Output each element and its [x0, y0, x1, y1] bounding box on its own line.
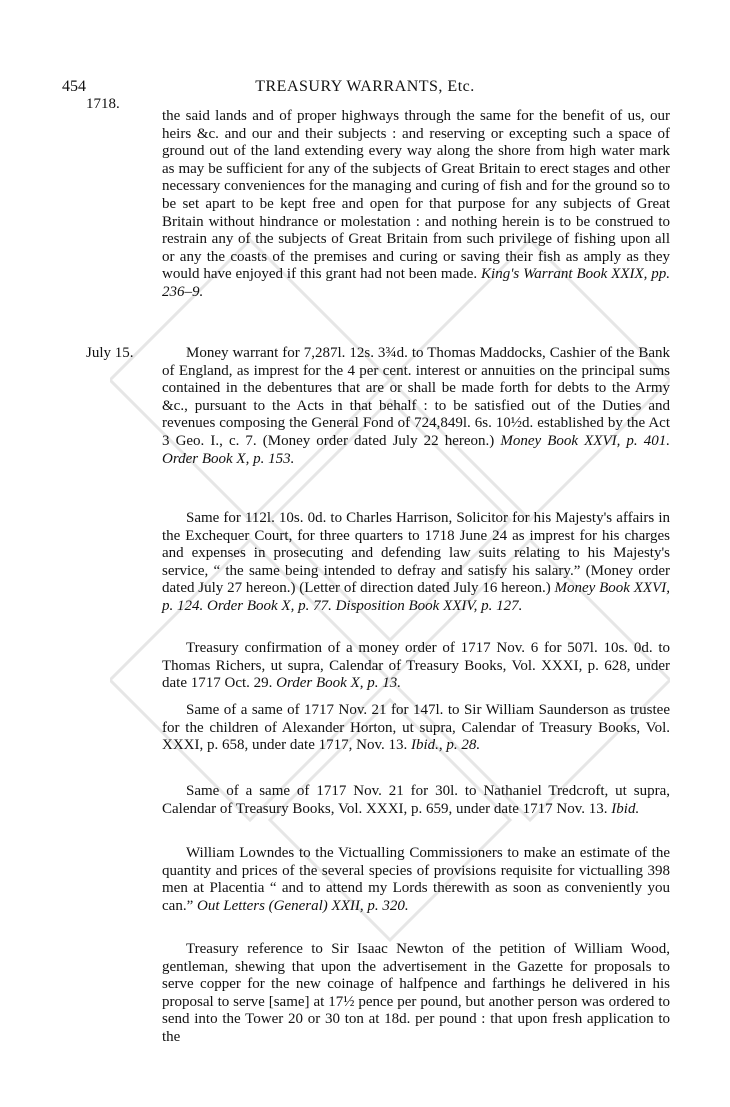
paragraph-text: Treasury reference to Sir Isaac Newton of the petition of William Wood, gentleman, shewing that upon the advertisement in the Gazette for proposals to serve copper for the new coinage of halfpence and farthings he delivered in his proposal to serve [same] at 17½ pence per pound, but another person was ordered to send into the Tower 20 or 30 ton at 18d. per pound : that upon fresh application to the: [162, 941, 670, 1045]
paragraph-richers-confirmation: [162, 640, 670, 693]
paragraph-harrison-warrant: [162, 510, 670, 616]
paragraph-reference: Ibid.: [611, 800, 640, 817]
running-head: TREASURY WARRANTS, Etc.: [255, 78, 475, 95]
paragraph-text: the said lands and of proper highways through the same for the benefit of us, our heirs &c. and our and their subjects : and reserving or excepting such a space of ground out of the land extending every way along the shore from high water mark as may be sufficient for any of the subjects of Great Britain to erect stages and other necessary conveniences for the managing and curing of fish and for the ground so to be set apart to be kept free and open for that purpose for any subjects of Great Britain without hindrance or molestation : and nothing herein is to be construed to restrain any of the subjects of Great Britain from such privilege of fishing upon all or any the coasts of the premises and curing or saving their fish as amply as they would have enjoyed if this grant had not been made.: [162, 108, 670, 283]
paragraph-maddocks-warrant: [162, 345, 670, 468]
paragraph-text: Money warrant for 7,287l. 12s. 3¾d. to Thomas Maddocks, Cashier of the Bank of England, as imprest for the 4 per cent. interest or annuities on the principal sums contained in the debentures that are or shall be made forth for debts to the Army &c., pursuant to the Acts in that behalf : to be satisfied out of the Duties and revenues composing the General Fond of 724,849l. 6s. 10½d. established by the Act 3 Geo. I., c. 7. (Money order dated July 22 hereon.): [162, 345, 670, 449]
paragraph-text: Same for 112l. 10s. 0d. to Charles Harrison, Solicitor for his Majesty's affairs in the Exchequer Court, for three quarters to 1718 June 24 as imprest for his charges and expenses in prosecuting and defending law suits relating to his Majesty's service, “ the same being intended to defray and satisfy his salary.” (Money order dated July 27 hereon.) (Letter of direction dated July 16 hereon.): [162, 510, 670, 597]
paragraph-text: William Lowndes to the Victualling Commissioners to make an estimate of the quantity and prices of the several species of provisions requisite for victualling 398 men at Placentia “ and to attend my Lords therewith as soon as conveniently you can.”: [162, 845, 670, 914]
paragraph-reference: Money Book XXVI, p. 124. Order Book X, p. 77. Disposition Book XXIV, p. 127.: [162, 580, 670, 614]
margin-year: 1718.: [86, 96, 120, 112]
paragraph-reference: Money Book XXVI, p. 401. Order Book X, p. 153.: [162, 432, 671, 467]
paragraph-saunderson-confirmation: [162, 702, 670, 755]
margin-date: July 15.: [86, 345, 134, 361]
paragraph-reference: Ibid., p. 28.: [411, 737, 481, 754]
paragraph-text: Treasury confirmation of a money order of 1717 Nov. 6 for 507l. 10s. 0d. to Thomas Richers, ut supra, Calendar of Treasury Books, Vol. XXXI, p. 628, under date 1717 Oct. 29.: [162, 640, 670, 692]
page-number: 454: [62, 78, 86, 95]
paragraph-text: Same of a same of 1717 Nov. 21 for 147l. to Sir William Saunderson as trustee for the children of Alexander Horton, ut supra, Calendar of Treasury Books, Vol. XXXI, p. 658, under date 1717, Nov. 13.: [162, 702, 670, 754]
paragraph-reference: Out Letters (General) XXII, p. 320.: [196, 897, 409, 914]
paragraph-tredcroft-confirmation: [162, 783, 670, 818]
paragraph-land-grant: [162, 108, 670, 302]
paragraph-text: Same of a same of 1717 Nov. 21 for 30l. to Nathaniel Tredcroft, ut supra, Calendar of Treasury Books, Vol. XXXI, p. 659, under date 1717 Nov. 13.: [162, 783, 670, 817]
paragraph-reference: King's Warrant Book XXIX, pp. 236–9.: [162, 266, 671, 300]
paragraph-newton-reference: [162, 941, 670, 1047]
paragraph-victualling-letter: [162, 845, 670, 915]
paragraph-reference: Order Book X, p. 13.: [276, 675, 401, 692]
